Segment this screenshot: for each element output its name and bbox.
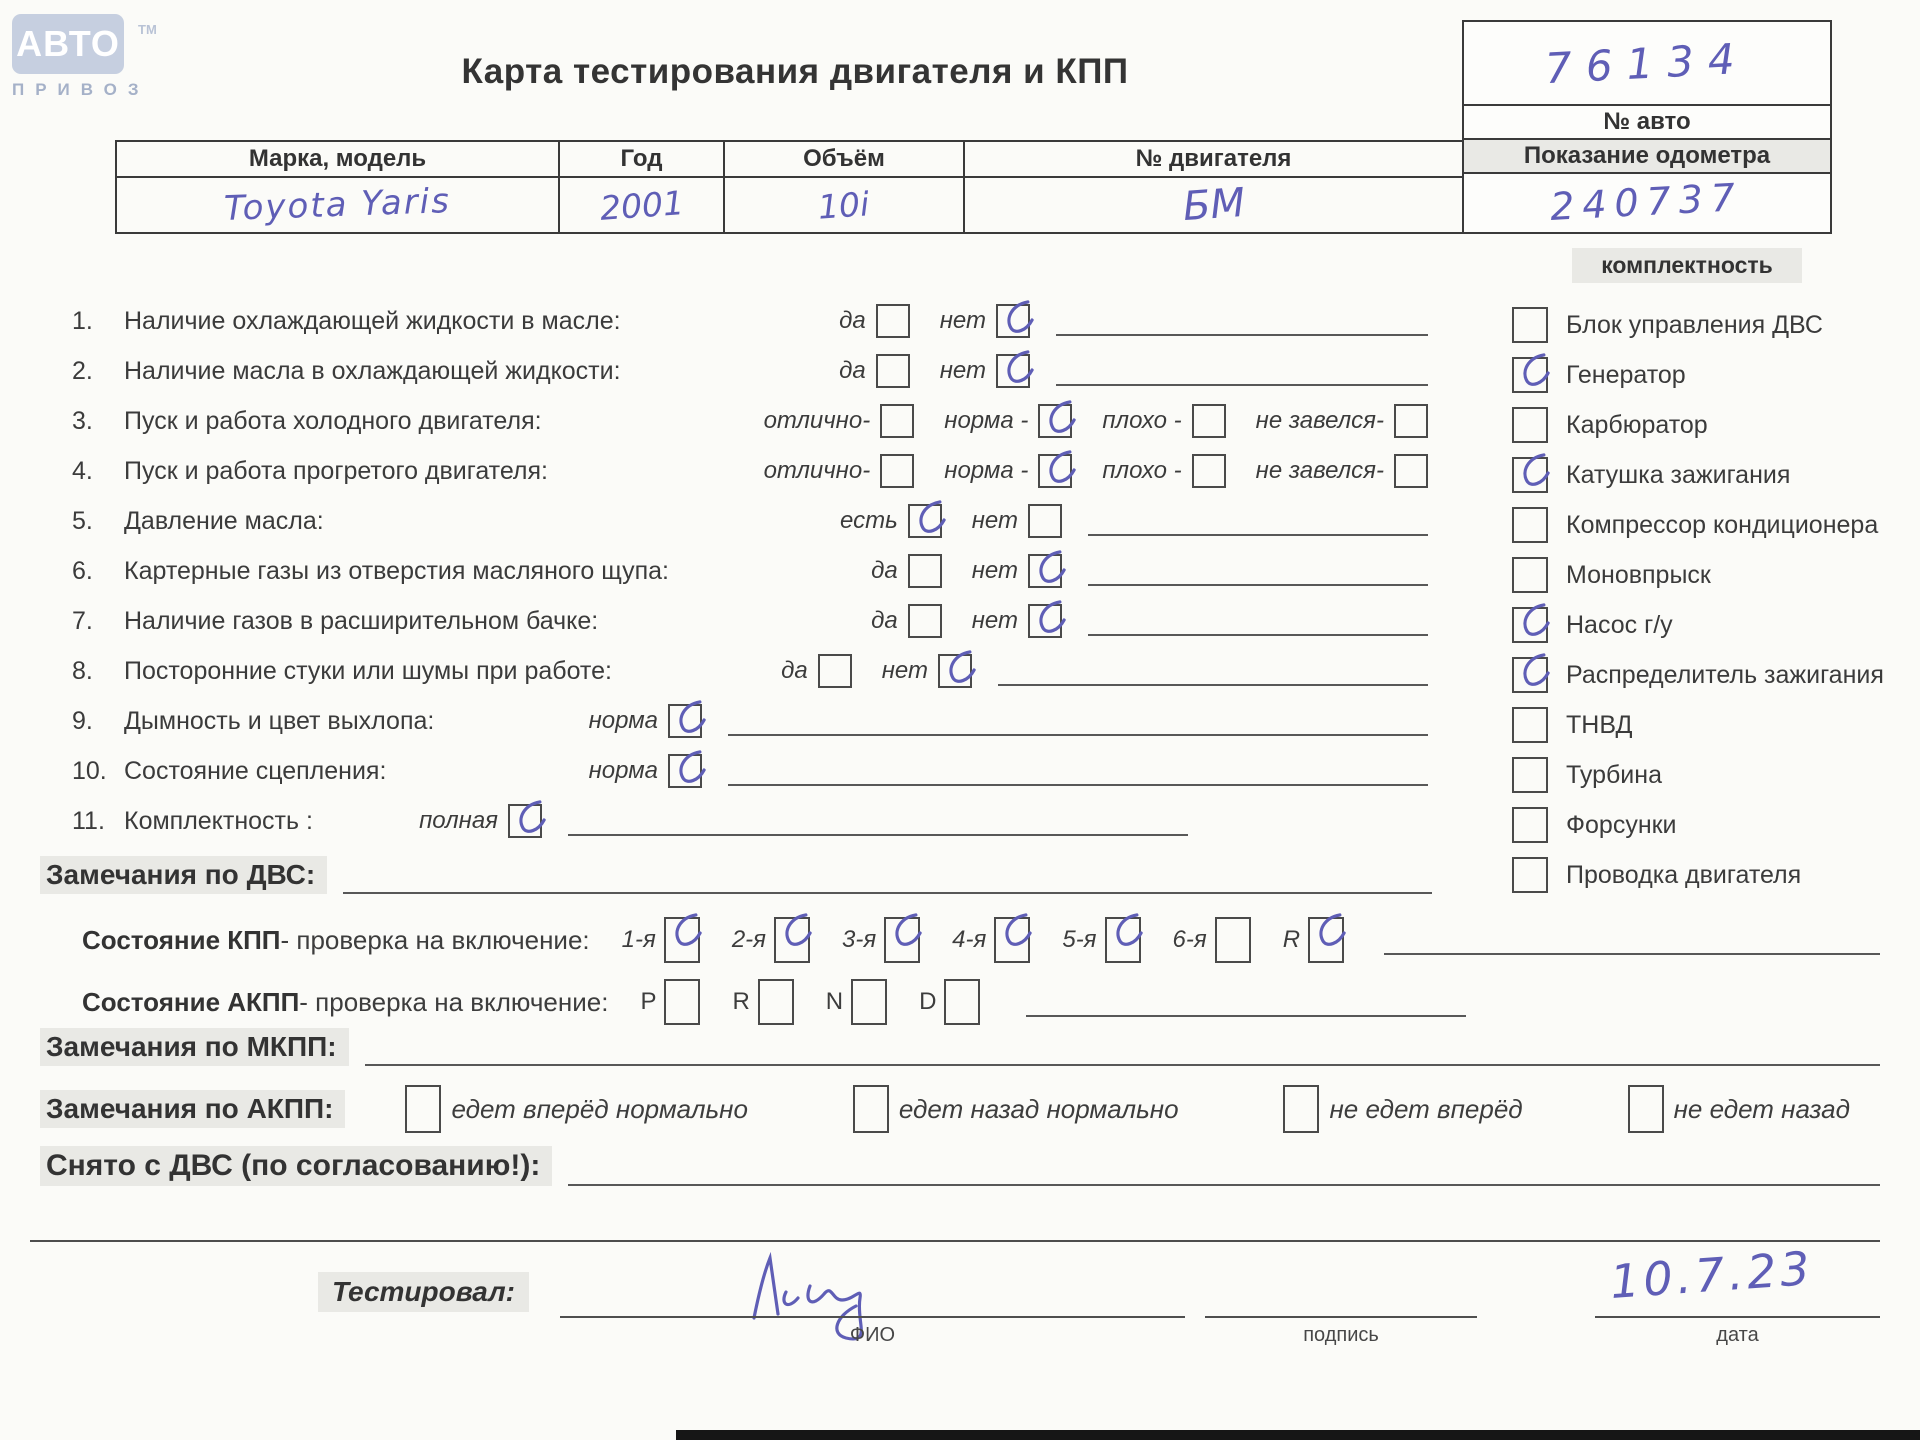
checklist-row: [72, 296, 1428, 346]
item-number: 11.: [72, 806, 105, 835]
equipment-row: [1512, 750, 1912, 800]
fill-line[interactable]: [1088, 506, 1428, 536]
checkbox[interactable]: [851, 979, 887, 1025]
checkbox[interactable]: [1215, 917, 1251, 963]
checkbox[interactable]: [876, 304, 910, 338]
akpp-remark-option: [853, 1085, 1179, 1133]
option-label: нет: [971, 607, 1018, 634]
item-options: [734, 404, 1428, 438]
item-number: 3.: [72, 406, 93, 435]
gear-label: 4-я: [952, 926, 987, 953]
checklist-row: [72, 396, 1428, 446]
checkbox[interactable]: [1394, 454, 1428, 488]
equipment-row: [1512, 800, 1912, 850]
item-label: Наличие охлаждающей жидкости в масле:: [124, 306, 621, 335]
header-volume: Объём: [725, 142, 965, 176]
equipment-row: [1512, 350, 1912, 400]
checkbox-checked[interactable]: [1028, 554, 1062, 588]
checkbox[interactable]: [1028, 504, 1062, 538]
akpp-position-option: [826, 979, 887, 1025]
equipment-label: Карбюратор: [1566, 410, 1708, 439]
gear-label: 3-я: [842, 926, 877, 953]
equipment-label: Распределитель зажигания: [1566, 660, 1884, 689]
option-label: да: [871, 607, 898, 634]
checkbox[interactable]: [1512, 757, 1548, 793]
checkbox[interactable]: [908, 554, 942, 588]
equipment-label: Насос г/у: [1566, 610, 1673, 639]
header-year: Год: [560, 142, 725, 176]
remarks-dvs-label: Замечания по ДВС:: [40, 856, 327, 894]
auto-number-box: [1462, 20, 1832, 234]
checklist-row: [72, 746, 1428, 796]
kpp-label-bold: Состояние КПП: [82, 924, 281, 955]
gear-option: [622, 917, 700, 963]
equipment-label: Форсунки: [1566, 810, 1677, 839]
checklist-row: [72, 596, 1428, 646]
option-label: отлично-: [763, 457, 871, 484]
akpp-remark-option: [405, 1085, 747, 1133]
item-label: Картерные газы из отверстия масляного щупа:: [124, 556, 669, 585]
checklist-row: [72, 796, 1428, 846]
item-label: Комплектность :: [124, 806, 313, 835]
item-number: 6.: [72, 556, 93, 585]
fill-line[interactable]: [998, 656, 1428, 686]
akpp-label-bold: Состояние АКПП: [82, 986, 300, 1017]
checkbox[interactable]: [908, 604, 942, 638]
logo-subtitle: ПРИВОЗ: [12, 80, 150, 99]
option-label: нет: [881, 657, 928, 684]
akpp-positions: [608, 979, 980, 1025]
checklist-row: [72, 496, 1428, 546]
checkbox[interactable]: [1512, 857, 1548, 893]
logo-badge: [12, 14, 124, 74]
item-options: [734, 454, 1428, 488]
option-label: норма -: [944, 407, 1029, 434]
equipment-row: [1512, 650, 1912, 700]
item-number: 8.: [72, 656, 93, 685]
option-label: нет: [939, 307, 986, 334]
checkbox[interactable]: [1192, 454, 1226, 488]
fio-line[interactable]: [560, 1290, 1185, 1318]
checkbox[interactable]: [880, 404, 914, 438]
equipment-row: [1512, 700, 1912, 750]
signature-line[interactable]: [1205, 1290, 1477, 1318]
equipment-row: [1512, 450, 1912, 500]
completeness-list: [1512, 300, 1912, 900]
checkbox[interactable]: [944, 979, 980, 1025]
akpp-remark-option-label: едет вперёд нормально: [451, 1093, 748, 1124]
vehicle-info-table: [115, 20, 1832, 234]
checkbox[interactable]: [664, 979, 700, 1025]
checkbox-checked[interactable]: [994, 917, 1030, 963]
gear-label: 5-я: [1062, 926, 1097, 953]
trademark-mark: TM: [138, 22, 157, 37]
item-options: [841, 554, 1428, 588]
checkbox[interactable]: [880, 454, 914, 488]
fill-line[interactable]: [365, 1036, 1880, 1066]
equipment-label: Катушка зажигания: [1566, 460, 1791, 489]
akpp-position-option: [919, 979, 980, 1025]
option-label: норма -: [944, 457, 1029, 484]
logo-brand-text: АВТО: [16, 23, 120, 64]
item-number: 9.: [72, 706, 93, 735]
option-label: да: [839, 307, 866, 334]
fill-line[interactable]: [728, 706, 1428, 736]
item-number: 7.: [72, 606, 93, 635]
item-number: 4.: [72, 456, 93, 485]
kpp-check-row: [82, 912, 1880, 968]
item-label: Состояние сцепления:: [124, 756, 387, 785]
gear-option: [952, 917, 1030, 963]
checkbox-checked[interactable]: [508, 804, 542, 838]
gear-option: [842, 917, 920, 963]
value-engine-number: БМ: [1180, 179, 1246, 231]
fill-line[interactable]: [1056, 356, 1428, 386]
checkbox[interactable]: [1512, 807, 1548, 843]
checkbox-checked[interactable]: [884, 917, 920, 963]
equipment-label: ТНВД: [1566, 710, 1633, 739]
checklist-row: [72, 346, 1428, 396]
fill-line[interactable]: [568, 1156, 1880, 1186]
checkbox[interactable]: [405, 1085, 441, 1133]
auto-number-label: № авто: [1464, 106, 1830, 140]
gear-label: 2-я: [731, 926, 766, 953]
auto-number-value: 76134: [1544, 33, 1750, 93]
checklist-row: [72, 696, 1428, 746]
checkbox[interactable]: [1192, 404, 1226, 438]
value-make-model: Toyota Yaris: [223, 181, 452, 229]
equipment-row: [1512, 400, 1912, 450]
option-label: полная: [419, 807, 498, 834]
item-options: [751, 654, 1428, 688]
fill-line[interactable]: [343, 864, 1432, 894]
value-odometer: 240737: [1549, 174, 1745, 230]
scan-edge-artifact: [676, 1430, 1920, 1440]
checkbox[interactable]: [818, 654, 852, 688]
item-options: [809, 304, 1428, 338]
akpp-position-label: R: [732, 988, 750, 1015]
checklist-row: [72, 646, 1428, 696]
option-label: да: [871, 557, 898, 584]
checkbox-checked[interactable]: [1512, 357, 1548, 393]
vehicle-table-main: [115, 140, 1464, 234]
remarks-mkpp-row: [40, 1028, 1880, 1066]
value-volume: 10i: [817, 183, 871, 227]
fill-line[interactable]: [1026, 987, 1466, 1017]
checkbox[interactable]: [1512, 557, 1548, 593]
equipment-row: [1512, 500, 1912, 550]
item-label: Наличие масла в охлаждающей жидкости:: [124, 356, 621, 385]
option-label: да: [781, 657, 808, 684]
checkbox-checked[interactable]: [1308, 917, 1344, 963]
item-options: [559, 704, 1428, 738]
fill-line[interactable]: [568, 806, 1188, 836]
akpp-position-label: P: [640, 988, 657, 1015]
equipment-label: Турбина: [1566, 760, 1662, 789]
equipment-row: [1512, 850, 1912, 900]
date-value: 10.7.23: [1608, 1240, 1816, 1310]
equipment-row: [1512, 550, 1912, 600]
removed-label: Снято с ДВС (по согласованию!):: [40, 1146, 552, 1186]
checkbox-checked[interactable]: [1038, 404, 1072, 438]
checkbox-checked[interactable]: [1512, 607, 1548, 643]
option-label: плохо -: [1102, 457, 1182, 484]
akpp-remark-option-label: не едет вперёд: [1329, 1093, 1523, 1124]
checkbox-checked[interactable]: [1028, 604, 1062, 638]
tested-by-label: Тестировал:: [318, 1272, 529, 1312]
item-label: Пуск и работа холодного двигателя:: [124, 406, 542, 435]
page-title: Карта тестирования двигателя и КПП: [461, 52, 1129, 91]
checkbox[interactable]: [758, 979, 794, 1025]
akpp-position-option: [732, 979, 793, 1025]
equipment-label: Компрессор кондиционера: [1566, 510, 1879, 539]
item-label: Дымность и цвет выхлопа:: [124, 706, 435, 735]
option-label: нет: [971, 557, 1018, 584]
option-label: плохо -: [1102, 407, 1182, 434]
equipment-row: [1512, 600, 1912, 650]
header-make-model: Марка, модель: [117, 142, 560, 176]
option-label: отлично-: [763, 407, 871, 434]
header-odometer: Показание одометра: [1464, 140, 1830, 174]
item-options: [810, 504, 1428, 538]
checkbox[interactable]: [876, 354, 910, 388]
akpp-label-rest: - проверка на включение:: [299, 986, 609, 1017]
header-engine-number: № двигателя: [1135, 145, 1292, 172]
checkbox-checked[interactable]: [938, 654, 972, 688]
akpp-remark-option: [1628, 1085, 1850, 1133]
checkbox-checked[interactable]: [1038, 454, 1072, 488]
item-label: Наличие газов в расширительном бачке:: [124, 606, 599, 635]
akpp-check-row: [82, 974, 1640, 1030]
signature-caption: подпись: [1303, 1324, 1379, 1346]
checkbox-checked[interactable]: [1512, 457, 1548, 493]
checkbox[interactable]: [1512, 407, 1548, 443]
item-number: 2.: [72, 356, 93, 385]
item-options: [841, 604, 1428, 638]
equipment-label: Блок управления ДВС: [1566, 310, 1823, 339]
item-number: 1.: [72, 306, 93, 335]
remarks-mkpp-label: Замечания по МКПП:: [40, 1028, 349, 1066]
item-number: 10.: [72, 756, 107, 785]
fill-line[interactable]: [1088, 556, 1428, 586]
checkbox[interactable]: [1628, 1085, 1664, 1133]
vehicle-table-value-row: [117, 178, 1462, 232]
kpp-label-rest: - проверка на включение:: [280, 924, 590, 955]
checklist-row: [72, 546, 1428, 596]
akpp-position-label: N: [825, 988, 844, 1015]
akpp-position-option: [640, 979, 700, 1025]
gear-label: 6-я: [1172, 926, 1207, 953]
kpp-gears: [590, 917, 1344, 963]
option-label: есть: [840, 507, 898, 534]
equipment-label: Моновпрыск: [1566, 560, 1711, 589]
option-label: не завелся-: [1255, 457, 1384, 484]
fill-line[interactable]: [728, 756, 1428, 786]
checkbox-checked[interactable]: [668, 754, 702, 788]
date-caption: дата: [1716, 1324, 1759, 1346]
engine-checklist: [72, 296, 1428, 846]
item-options: [559, 754, 1428, 788]
checkbox[interactable]: [1512, 307, 1548, 343]
option-label: норма: [588, 757, 658, 784]
checkbox[interactable]: [1512, 507, 1548, 543]
gear-option: [1062, 917, 1140, 963]
option-label: не завелся-: [1255, 407, 1384, 434]
gear-option: [1173, 917, 1251, 963]
vehicle-table-header-row: [117, 142, 1462, 178]
equipment-label: Проводка двигателя: [1566, 860, 1802, 889]
value-year: 2001: [598, 182, 685, 228]
completeness-heading: комплектность: [1572, 248, 1802, 283]
checkbox[interactable]: [1283, 1085, 1319, 1133]
checkbox[interactable]: [1394, 404, 1428, 438]
option-label: да: [839, 357, 866, 384]
equipment-row: [1512, 300, 1912, 350]
checkbox-checked[interactable]: [774, 917, 810, 963]
checkbox-checked[interactable]: [908, 504, 942, 538]
date-line[interactable]: [1595, 1290, 1880, 1318]
checkbox-checked[interactable]: [1105, 917, 1141, 963]
checkbox-checked[interactable]: [1512, 657, 1548, 693]
akpp-remark-option: [1283, 1085, 1522, 1133]
gear-option: [732, 917, 810, 963]
fio-caption: ФИО: [849, 1324, 896, 1346]
akpp-position-label: D: [919, 988, 937, 1015]
fill-line[interactable]: [1088, 606, 1428, 636]
remarks-dvs-row: [40, 856, 1432, 894]
gear-label: 1-я: [621, 926, 656, 953]
checkbox[interactable]: [1512, 707, 1548, 743]
checkbox[interactable]: [853, 1085, 889, 1133]
item-label: Пуск и работа прогретого двигателя:: [124, 456, 548, 485]
remarks-akpp-label: Замечания по АКПП:: [40, 1090, 345, 1128]
item-label: Посторонние стуки или шумы при работе:: [124, 656, 612, 685]
option-label: нет: [971, 507, 1018, 534]
item-options: [389, 804, 1188, 838]
akpp-remark-option-label: не едет назад: [1673, 1093, 1850, 1124]
option-label: нет: [939, 357, 986, 384]
fill-line[interactable]: [1384, 925, 1880, 955]
option-label: норма: [588, 707, 658, 734]
item-number: 5.: [72, 506, 93, 535]
item-options: [809, 354, 1428, 388]
item-label: Давление масла:: [124, 506, 324, 535]
equipment-label: Генератор: [1566, 360, 1686, 389]
checkbox-checked[interactable]: [996, 354, 1030, 388]
akpp-remark-option-label: едет назад нормально: [898, 1093, 1179, 1124]
akpp-remark-options: [405, 1085, 1850, 1133]
gear-label: R: [1282, 926, 1301, 953]
checkbox-checked[interactable]: [664, 917, 700, 963]
removed-from-engine-row: [40, 1146, 1880, 1186]
footer-divider: [30, 1240, 1880, 1242]
checkbox-checked[interactable]: [996, 304, 1030, 338]
fill-line[interactable]: [1056, 306, 1428, 336]
remarks-akpp-row: [40, 1080, 1850, 1138]
checklist-row: [72, 446, 1428, 496]
checkbox-checked[interactable]: [668, 704, 702, 738]
gear-option: [1283, 917, 1344, 963]
